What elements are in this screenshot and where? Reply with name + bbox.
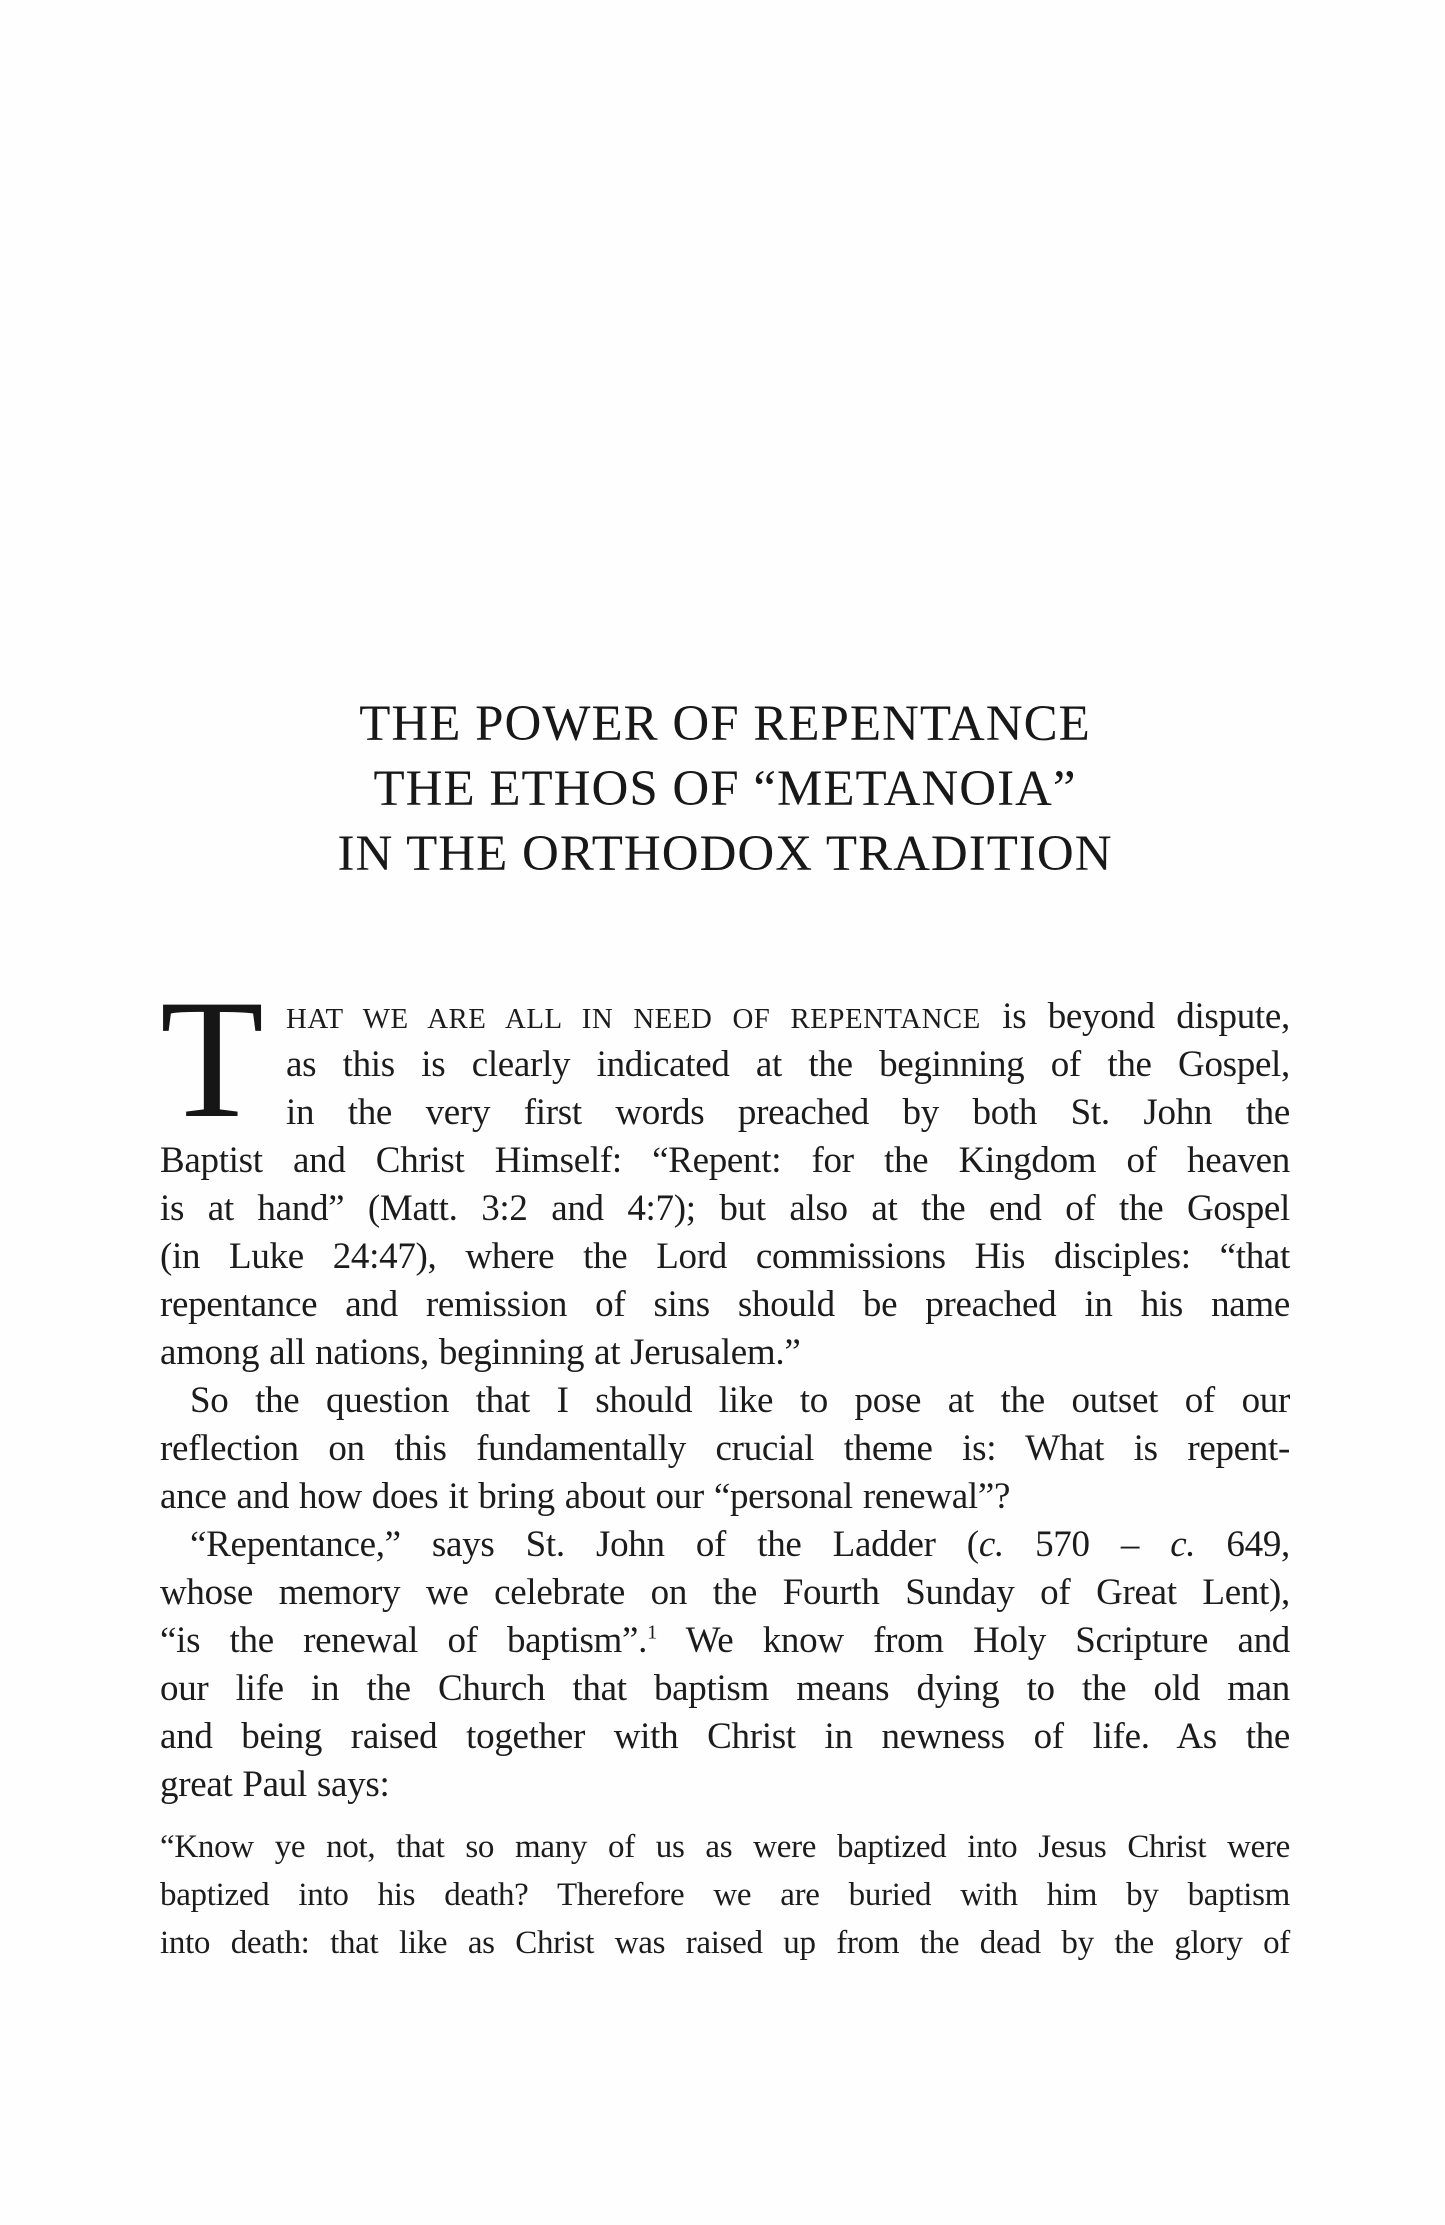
text-run: 570 – bbox=[1003, 1524, 1171, 1565]
body-line bbox=[160, 1377, 1290, 1425]
body-line bbox=[160, 993, 1290, 1041]
italic-text: c. bbox=[1170, 1524, 1196, 1565]
chapter-title bbox=[160, 692, 1290, 887]
body-line bbox=[160, 1425, 1290, 1473]
text-run: into death: that like as Christ was raised up from the dead by the glory of bbox=[160, 1925, 1290, 1961]
text-run: So the question that I should like to pose at the outset of our bbox=[190, 1380, 1290, 1421]
text-run: (in Luke 24:47), where the Lord commissions His disciples: “that bbox=[160, 1236, 1290, 1277]
body-line bbox=[160, 1617, 1290, 1665]
title-line-1: THE POWER OF REPENTANCE bbox=[359, 696, 1091, 752]
text-run: “is the renewal of baptism”. bbox=[160, 1620, 648, 1661]
drop-cap bbox=[160, 965, 286, 1153]
body-line bbox=[160, 1713, 1290, 1761]
text-run: our life in the Church that baptism means dying to the old man bbox=[160, 1668, 1290, 1709]
quote-line bbox=[160, 1919, 1290, 1967]
text-run: repentance and remission of sins should be preached in his name bbox=[160, 1284, 1290, 1325]
title-line-3: IN THE ORTHODOX TRADITION bbox=[337, 826, 1113, 882]
quote-line bbox=[160, 1823, 1290, 1871]
text-run: whose memory we celebrate on the Fourth Sunday of Great Lent), bbox=[160, 1572, 1290, 1613]
body-line bbox=[160, 1281, 1290, 1329]
text-run: and being raised together with Christ in newness of life. As the bbox=[160, 1716, 1290, 1757]
body-line bbox=[160, 1137, 1290, 1185]
body-line bbox=[160, 1041, 1290, 1089]
sup-text: 1 bbox=[647, 1621, 657, 1644]
body-line bbox=[160, 1761, 1290, 1809]
drop-cap-letter: T bbox=[160, 965, 264, 1153]
block-quote bbox=[160, 1823, 1290, 1967]
body-line bbox=[160, 1233, 1290, 1281]
body-line bbox=[160, 1569, 1290, 1617]
text-run: among all nations, beginning at Jerusalem.” bbox=[160, 1332, 801, 1373]
body-text bbox=[160, 965, 1290, 1809]
body-line bbox=[160, 1473, 1290, 1521]
text-run: “Know ye not, that so many of us as were baptized into Jesus Christ were bbox=[160, 1829, 1290, 1865]
italic-text: c. bbox=[978, 1524, 1004, 1565]
text-run: reflection on this fundamentally crucial theme is: What is repent- bbox=[160, 1428, 1290, 1469]
quote-line bbox=[160, 1871, 1290, 1919]
text-run: Baptist and Christ Himself: “Repent: for the Kingdom of heaven bbox=[160, 1140, 1290, 1181]
text-block bbox=[160, 0, 1290, 2225]
text-run: baptized into his death? Therefore we are buried with him by baptism bbox=[160, 1877, 1290, 1913]
body-line bbox=[160, 1185, 1290, 1233]
paragraph-3 bbox=[160, 1521, 1290, 1809]
page-content bbox=[160, 965, 1290, 1967]
paragraph-2 bbox=[160, 1377, 1290, 1521]
text-run: as this is clearly indicated at the beginning of the Gospel, bbox=[286, 1044, 1290, 1085]
paragraph-1 bbox=[160, 965, 1290, 1377]
text-run: ance and how does it bring about our “personal renewal”? bbox=[160, 1476, 1011, 1517]
text-run: 649, bbox=[1195, 1524, 1290, 1565]
text-run: is beyond dispute, bbox=[980, 996, 1290, 1037]
text-run: “Repentance,” says St. John of the Ladder ( bbox=[190, 1524, 979, 1565]
body-line bbox=[160, 1665, 1290, 1713]
text-run: great Paul says: bbox=[160, 1764, 390, 1805]
body-line bbox=[160, 1329, 1290, 1377]
body-line bbox=[160, 1521, 1290, 1569]
text-run: is at hand” (Matt. 3:2 and 4:7); but also at the end of the Gospel bbox=[160, 1188, 1290, 1229]
text-run: in the very first words preached by both St. John the bbox=[286, 1092, 1290, 1133]
body-line bbox=[160, 1089, 1290, 1137]
text-run: We know from Holy Scripture and bbox=[656, 1620, 1290, 1661]
title-line-2: THE ETHOS OF “METANOIA” bbox=[373, 761, 1077, 817]
smallcaps-text: HAT WE ARE ALL IN NEED OF REPENTANCE bbox=[286, 1003, 981, 1035]
